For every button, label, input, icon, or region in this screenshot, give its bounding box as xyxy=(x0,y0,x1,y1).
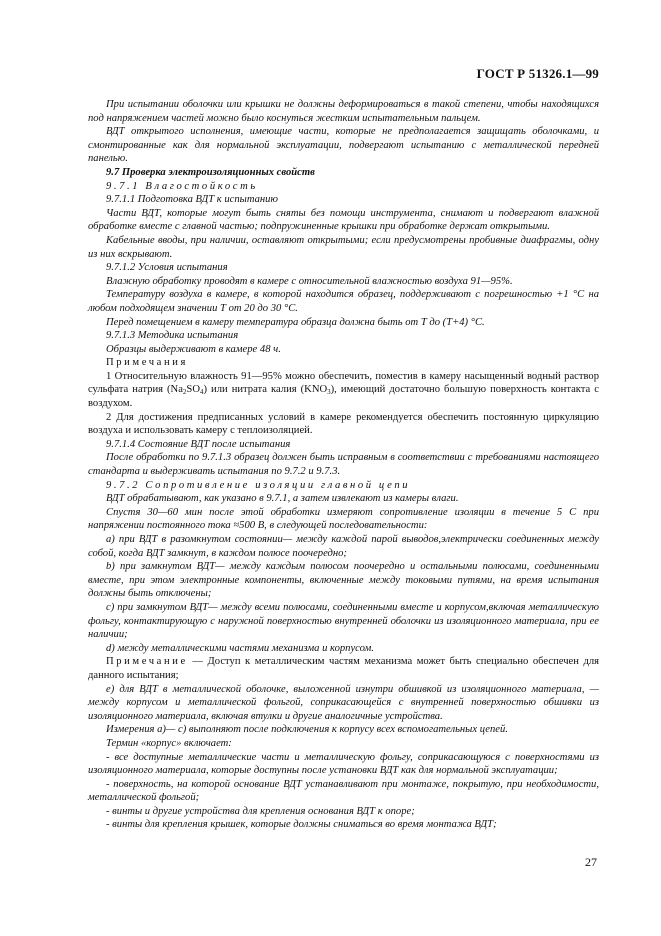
note-3 xyxy=(88,655,599,682)
note-text: ) или нитрата калия (KNO xyxy=(203,384,328,396)
list-item: - винты для крепления крышек, которые должны сниматься во время монтажа ВДТ; xyxy=(106,819,497,831)
paragraph: Перед помещением в камеру температура образца должна быть от Т до (Т+4) °С. xyxy=(106,316,485,328)
paragraph: Температуру воздуха в камере, в которой находится образец, поддерживают с погрешностью +1 °С на любом подходящем значении Т от 20 до 30 °С. xyxy=(88,289,599,314)
list-item-e: e) для ВДТ в металлической оболочке, выложенной изнутри обшивкой из изоляционного материала, — между корпусом и металлической фольгой, соприкасающейся с внутренней поверхностью обшивки из изоляционного материала, включая втулки и другие аналогичные устройства. xyxy=(88,683,599,722)
paragraph: ВДТ обрабатывают, как указано в 9.7.1, а затем извлекают из камеры влаги. xyxy=(106,493,459,505)
subsection-heading: 9.7.1.3 Методика испытания xyxy=(106,330,239,342)
section-heading: 9.7 Проверка электроизоляционных свойств xyxy=(106,166,315,178)
list-item-b: b) при замкнутом ВДТ— между каждым полюсом поочередно и остальными полюсами, соединенными вместе, при этом электронные компоненты, включенные между токовыми путями, на время испытания должны быть отключены; xyxy=(88,561,599,600)
document-body xyxy=(88,98,599,832)
subscript: 2 xyxy=(182,388,187,397)
list-item-a: а) при ВДТ в разомкнутом состоянии— между каждой парой выводов,электрически соединенных между собой, когда ВДТ замкнут, в каждом полюсе поочередно; xyxy=(88,534,599,559)
paragraph: Кабельные вводы, при наличии, оставляют открытыми; если предусмотрены пробивные диафрагмы, одну из них вскрывают. xyxy=(88,234,599,260)
note-text: 1 Относительную влажность 91—95% можно обеспечить, поместив в камеру насыщенный водный раствор сульфата натрия (Na xyxy=(88,370,599,396)
subscript: 4 xyxy=(199,388,204,397)
subsection-heading: 9.7.1.2 Условия испытания xyxy=(106,262,228,274)
paragraph: После обработки по 9.7.1.3 образец должен быть исправным в соответствии с требованиями настоящего стандарта и выдерживать испытания по 9.7.2 и 9.7.3. xyxy=(88,452,599,478)
list-item-c: c) при замкнутом ВДТ— между всеми полюсами, соединенными вместе и корпусом,включая металлическую фольгу, контактирующую с наружной поверхностью внутренней оболочки из изоляционного материала, при ее наличии; xyxy=(88,601,599,641)
list-item: - поверхность, на которой основание ВДТ устанавливают при монтаже, покрытую, при необходимости, металлической фольгой; xyxy=(88,778,599,804)
note-label: Примечание xyxy=(106,656,188,668)
list-item: - винты и другие устройства для крепления основания ВДТ к опоре; xyxy=(106,805,415,817)
paragraph: Спустя 30—60 мин после этой обработки измеряют сопротивление изоляции в течение 5 С при напряжении постоянного тока ≈500 В, в следующей последовательности: xyxy=(88,506,599,532)
subscript: 3 xyxy=(327,388,331,397)
subsection-heading: 9.7.1.4 Состояние ВДТ после испытания xyxy=(106,438,291,450)
note-1 xyxy=(88,370,599,411)
list-item-d: d) между металлическими частями механизма и корпусом. xyxy=(106,642,374,654)
note-text: ), имеющий достаточно большую поверхность контакта с воздухом. xyxy=(88,384,599,410)
paragraph: ВДТ открытого исполнения, имеющие части, которые не предполагается защищать оболочками, и смонтированные как для нормальной эксплуатации, подвергают испытанию с металлической передней панелью. xyxy=(88,126,599,165)
subsection-heading: 9.7.1 Влагостойкость xyxy=(106,180,258,192)
notes-heading: Примечания xyxy=(106,357,188,369)
note-2: 2 Для достижения предписанных условий в камере рекомендуется обеспечить постоянную циркуляцию воздуха и использовать камеру с теплоизоляцией. xyxy=(88,411,599,437)
paragraph: Термин «корпус» включает: xyxy=(106,737,232,749)
note-text: SO xyxy=(186,384,200,396)
paragraph: Влажную обработку проводят в камере с относительной влажностью воздуха 91—95%. xyxy=(106,275,513,287)
page-number: 27 xyxy=(585,855,597,869)
paragraph: Части ВДТ, которые могут быть сняты без помощи инструмента, снимают и подвергают влажной обработке вместе с главной частью; подпружиненные крышки при обработке держат открытыми. xyxy=(88,207,599,233)
paragraph: Образцы выдерживают в камере 48 ч. xyxy=(106,343,281,355)
list-item: - все доступные металлические части и металлическую фольгу, соприкасающуюся с поверхностями из изоляционного материала, которые доступны после установки ВДТ как для нормальной эксплуатации; xyxy=(88,751,599,777)
paragraph: Измерения а)— с) выполняют после подключения к корпусу всех вспомогательных цепей. xyxy=(106,724,508,736)
standard-header: ГОСТ Р 51326.1—99 xyxy=(476,66,599,81)
note-text: — Доступ к металлическим частям механизма может быть специально обеспечен для данного испытания; xyxy=(88,656,599,681)
subsection-heading: 9.7.2 Сопротивление изоляции главной цепи xyxy=(106,479,411,491)
subsection-heading: 9.7.1.1 Подготовка ВДТ к испытанию xyxy=(106,194,278,206)
paragraph: При испытании оболочки или крышки не должны деформироваться в такой степени, чтобы находящихся под напряжением частей можно было коснуться жестким испытательным пальцем. xyxy=(88,99,599,124)
